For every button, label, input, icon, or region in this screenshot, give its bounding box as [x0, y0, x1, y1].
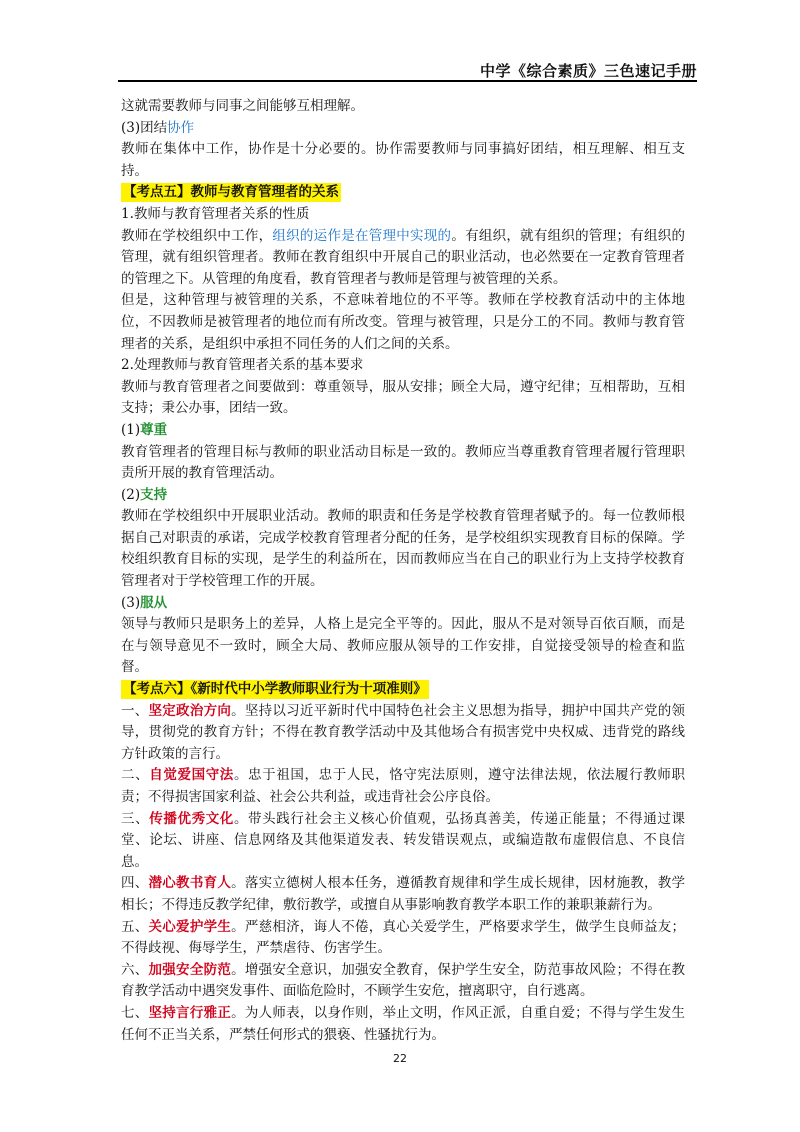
paragraph: 领导与教师只是职务上的差异，人格上是完全平等的。因此，服从不是对领导百依百顺，而是在与领导意见不一致时，顾全大局、教师应服从领导的工作安排，自觉接受领导的检查和监督。: [121, 616, 685, 676]
rule-keyword: 自觉爱国守法: [149, 767, 234, 784]
subheading-respect: (1)尊重: [121, 421, 168, 438]
keyword: 服从: [140, 594, 168, 611]
keyword: 支持: [140, 486, 168, 503]
rule-item: 四、潜心教书育人。落实立德树人根本任务，遵循教育规律和学生成长规律，因材施教，教学相长；不得违反教学纪律，敷衍教学，或擅自从事影响教育教学本职工作的兼职兼薪行为。: [121, 875, 686, 913]
paragraph: 1.教师与教育管理者关系的性质: [121, 205, 310, 222]
paragraph: 教育管理者的管理目标与教师的职业活动目标是一致的。教师应当尊重教育管理者履行管理职责所开展的教育管理活动。: [121, 443, 685, 482]
subheading-obey: (3)服从: [121, 594, 168, 611]
subheading-unity: (3)团结协作: [121, 119, 195, 136]
rule-keyword: 关心爱护学生: [148, 918, 232, 935]
rule-item: 二、自觉爱国守法。忠于祖国，忠于人民，恪守宪法原则，遵守法律法规，依法履行教师职责；不得损害国家利益、社会公共利益，或违背社会公序良俗。: [121, 767, 686, 805]
section-heading-5: 【考点五】教师与教育管理者的关系: [123, 184, 339, 201]
paragraph: 这就需要教师与同事之间能够互相理解。: [121, 98, 364, 114]
rule-keyword: 加强安全防范: [148, 961, 232, 978]
paragraph: 2.处理教师与教育管理者关系的基本要求: [121, 357, 364, 374]
header-rule: [118, 80, 697, 82]
rule-keyword: 坚持言行雅正: [148, 1004, 232, 1021]
rule-item: 一、坚定政治方向。坚持以习近平新时代中国特色社会主义思想为指导，拥护中国共产党的领导，贯彻党的教育方针；不得在教育教学活动中及其他场合有损害党中央权威、违背党的路线方针政策的言行。: [121, 702, 686, 762]
keyword: 尊重: [140, 421, 168, 438]
rule-keyword: 传播优秀文化: [149, 810, 234, 827]
rule-keyword: 坚定政治方向: [148, 702, 232, 719]
keyword: 组织的运作是在管理中实现的: [272, 227, 452, 244]
rule-keyword: 潜心教书育人: [148, 875, 232, 892]
keyword: 协作: [167, 119, 195, 136]
rule-item: 三、传播优秀文化。带头践行社会主义核心价值观，弘扬真善美，传递正能量；不得通过课堂、论坛、讲座、信息网络及其他渠道发表、转发错误观点，或编造散布虚假信息、不良信息。: [121, 810, 686, 870]
paragraph: 教师在学校组织中工作，组织的运作是在管理中实现的。有组织，就有组织的管理；有组织的管理，就有组织管理者。教师在教育组织中开展自己的职业活动，也必然要在一定教育管理者的管理之下。从管理的角度看，教育管理者与教师是管理与被管理的关系。: [121, 227, 686, 287]
paragraph: 但是，这种管理与被管理的关系，不意味着地位的不平等。教师在学校教育活动中的主体地位，不因教师是被管理者的地位而有所改变。管理与被管理，只是分工的不同。教师与教育管理者的关系，是组织中承担不同任务的人们之间的关系。: [121, 292, 685, 352]
page-number: 22: [393, 1052, 407, 1065]
paragraph: 教师在集体中工作，协作是十分必要的。协作需要教师与同事搞好团结，相互理解、相互支持。: [121, 141, 685, 179]
paragraph: 教师在学校组织中开展职业活动。教师的职责和任务是学校教育管理者赋予的。每一位教师根据自己对职责的承诺，完成学校教育管理者分配的任务，是学校组织实现教育目标的保障。学校组织教育目标的实现，是学生的利益所在，因而教师应当在自己的职业行为上支持学校教育管理者对于学校管理工作的开展。: [121, 508, 685, 590]
subheading-support: (2)支持: [121, 486, 168, 503]
header-title: 中学《综合素质》三色速记手册: [479, 62, 697, 80]
paragraph: 教师与教育管理者之间要做到：尊重领导，服从安排；顾全大局，遵守纪律；互相帮助，互相支持；秉公办事，团结一致。: [121, 378, 685, 417]
rule-item: 六、加强安全防范。增强安全意识，加强安全教育，保护学生安全，防范事故风险；不得在教育教学活动中遇突发事件、面临危险时，不顾学生安危，擅离职守，自行逃离。: [121, 961, 686, 1000]
rule-item: 五、关心爱护学生。严慈相济，诲人不倦，真心关爱学生，严格要求学生，做学生良师益友；不得歧视、侮辱学生，严禁虐待、伤害学生。: [121, 918, 686, 957]
section-heading-6: 【考点六】《新时代中小学教师职业行为十项准则》: [123, 681, 427, 698]
document-body: [121, 96, 685, 1046]
rule-item: 七、坚持言行雅正。为人师表，以身作则，举止文明，作风正派，自重自爱；不得与学生发生任何不正当关系，严禁任何形式的猥亵、性骚扰行为。: [121, 1004, 686, 1043]
